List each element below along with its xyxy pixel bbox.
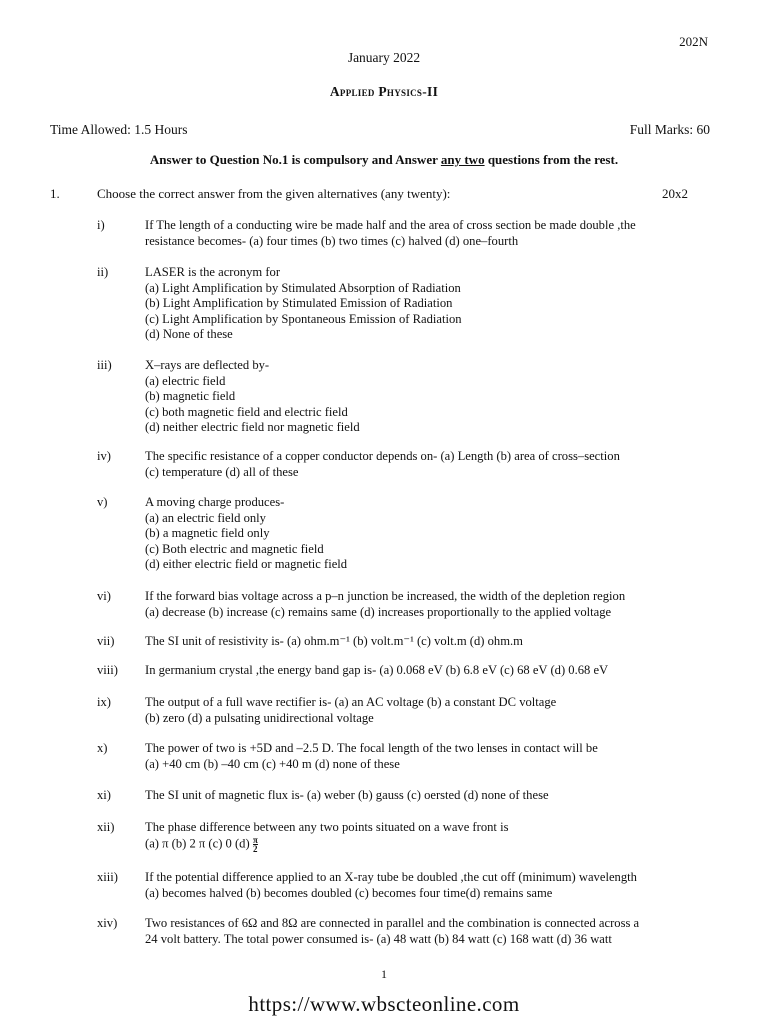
instructions	[0, 152, 768, 168]
item-line	[145, 526, 720, 542]
item-line	[145, 870, 720, 886]
item-line-text: In germanium crystal ,the energy band gap is- (a) 0.068 eV (b) 6.8 eV (c) 68 eV (d) 0.68 eV	[145, 663, 609, 677]
question-text: Choose the correct answer from the given alternatives (any twenty):	[97, 186, 451, 201]
item-line	[145, 374, 720, 390]
item-line	[145, 916, 720, 932]
item-number: i)	[97, 218, 105, 232]
item-line-text: The output of a full wave rectifier is- (a) an AC voltage (b) a constant DC voltage	[145, 695, 557, 709]
item-body	[145, 218, 720, 249]
item-line-text: (a) π (b) 2 π (c) 0 (d)	[145, 835, 253, 850]
item-body	[145, 495, 720, 573]
item-line-text: If the forward bias voltage across a p–n junction be increased, the width of the depletion region	[145, 589, 626, 603]
item-line	[145, 663, 720, 679]
item-line	[145, 389, 720, 405]
item-line-text: (c) Light Amplification by Spontaneous Emission of Radiation	[145, 311, 462, 326]
item-body	[145, 916, 720, 947]
item-line	[145, 589, 720, 605]
item-line-text: Two resistances of 6Ω and 8Ω are connected in parallel and the combination is connected across a	[145, 916, 640, 930]
item-line	[145, 420, 720, 436]
item-line	[145, 218, 720, 234]
item-line	[145, 265, 720, 281]
item-number: iv)	[97, 449, 111, 463]
item-number: xii)	[97, 820, 115, 834]
item-line-text: (a) becomes halved (b) becomes doubled (c) becomes four time(d) remains same	[145, 885, 553, 900]
instruction-part1: Answer to Question No.1 is compulsory and Answer	[149, 152, 441, 167]
item-line-text: (a) electric field	[145, 373, 226, 388]
item-line-text: (c) both magnetic field and electric field	[145, 404, 348, 419]
item-body	[145, 358, 720, 436]
item-body	[145, 265, 720, 343]
item-line	[145, 820, 720, 836]
page-number: 1	[381, 967, 387, 981]
item-body	[145, 741, 720, 772]
fraction-denominator: 2	[253, 843, 258, 854]
exam-date: January 2022	[347, 50, 421, 65]
item-line	[145, 296, 720, 312]
item-line	[145, 358, 720, 374]
item-body	[145, 695, 720, 726]
item-line-text: If the potential difference applied to an X-ray tube be doubled ,the cut off (minimum) wavelength	[145, 870, 637, 884]
question-number: 1.	[50, 186, 60, 201]
item-number: viii)	[97, 663, 118, 677]
time-allowed: Time Allowed: 1.5 Hours	[50, 122, 188, 137]
exam-title: Applied Physics-II	[329, 84, 439, 99]
item-body	[145, 663, 720, 679]
item-line-text: LASER is the acronym for	[145, 265, 281, 279]
website-url: https://www.wbscteonline.com	[248, 992, 520, 1016]
item-line-text: The power of two is +5D and –2.5 D. The focal length of the two lenses in contact will be	[145, 741, 598, 755]
item-line	[145, 405, 720, 421]
item-line	[145, 557, 720, 573]
item-line-text: (d) None of these	[145, 327, 233, 341]
item-line	[145, 741, 720, 757]
item-number: xiv)	[97, 916, 118, 930]
fraction	[253, 836, 258, 853]
item-number: v)	[97, 495, 108, 509]
item-line	[145, 886, 720, 902]
item-line-text: (c) temperature (d) all of these	[145, 464, 299, 479]
item-line-text: (a) decrease (b) increase (c) remains same (d) increases proportionally to the applied voltage	[145, 604, 612, 619]
question-marks: 20x2	[662, 186, 688, 201]
item-body	[145, 788, 720, 804]
item-line-text: If The length of a conducting wire be made half and the area of cross section be made double ,the	[145, 218, 636, 232]
item-line	[145, 788, 720, 804]
item-line-text: 24 volt battery. The total power consumed is- (a) 48 watt (b) 84 watt (c) 168 watt (d) 36 watt	[145, 931, 612, 946]
item-line-text: (c) Both electric and magnetic field	[145, 541, 324, 556]
item-line-text: (b) zero (d) a pulsating unidirectional voltage	[145, 710, 374, 725]
item-line-text: (b) a magnetic field only	[145, 526, 270, 540]
item-line	[145, 465, 720, 481]
fraction-numerator: π	[252, 834, 258, 845]
item-line-text: The SI unit of magnetic flux is- (a) weber (b) gauss (c) oersted (d) none of these	[145, 788, 549, 802]
item-line-text: (b) Light Amplification by Stimulated Emission of Radiation	[145, 296, 453, 310]
item-line	[145, 495, 720, 511]
item-line	[145, 234, 720, 250]
item-number: ix)	[97, 695, 111, 709]
item-number: x)	[97, 741, 108, 755]
instruction-part2: questions from the rest.	[484, 152, 619, 167]
item-line-text: (a) an electric field only	[145, 510, 266, 525]
item-line	[145, 312, 720, 328]
item-line-text: (a) +40 cm (b) –40 cm (c) +40 m (d) none of these	[145, 756, 400, 771]
item-line	[145, 711, 720, 727]
full-marks: Full Marks: 60	[629, 122, 710, 137]
item-line-text: (a) Light Amplification by Stimulated Absorption of Radiation	[145, 280, 461, 295]
item-number: xiii)	[97, 870, 118, 884]
item-line	[145, 634, 720, 650]
item-line	[145, 605, 720, 621]
item-number: ii)	[97, 265, 109, 279]
item-line	[145, 281, 720, 297]
item-line-text: resistance becomes- (a) four times (b) two times (c) halved (d) one–fourth	[145, 233, 519, 248]
item-body	[145, 870, 720, 901]
item-number: iii)	[97, 358, 112, 372]
item-line	[145, 327, 720, 343]
item-line	[145, 542, 720, 558]
item-line-text: X–rays are deflected by-	[145, 358, 270, 372]
item-line	[145, 757, 720, 773]
item-body	[145, 820, 720, 853]
item-body	[145, 449, 720, 480]
item-number: xi)	[97, 788, 111, 802]
item-line-text: The phase difference between any two points situated on a wave front is	[145, 820, 509, 834]
item-line-text: The SI unit of resistivity is- (a) ohm.m⁻¹ (b) volt.m⁻¹ (c) volt.m (d) ohm.m	[145, 634, 523, 648]
item-line-text: A moving charge produces-	[145, 495, 285, 509]
item-line	[145, 511, 720, 527]
item-line	[145, 932, 720, 948]
item-line-text: The specific resistance of a copper conductor depends on- (a) Length (b) area of cross–section	[145, 449, 620, 463]
item-line-text: (d) either electric field or magnetic field	[145, 557, 348, 571]
item-body	[145, 634, 720, 650]
paper-code: 202N	[679, 34, 708, 49]
instruction-underlined: any two	[440, 152, 485, 167]
item-line	[145, 449, 720, 465]
item-number: vi)	[97, 589, 111, 603]
item-line-text: (b) magnetic field	[145, 389, 236, 403]
item-line-text: (d) neither electric field nor magnetic field	[145, 420, 360, 434]
item-body	[145, 589, 720, 620]
item-line	[145, 836, 720, 853]
item-number: vii)	[97, 634, 115, 648]
item-line	[145, 695, 720, 711]
